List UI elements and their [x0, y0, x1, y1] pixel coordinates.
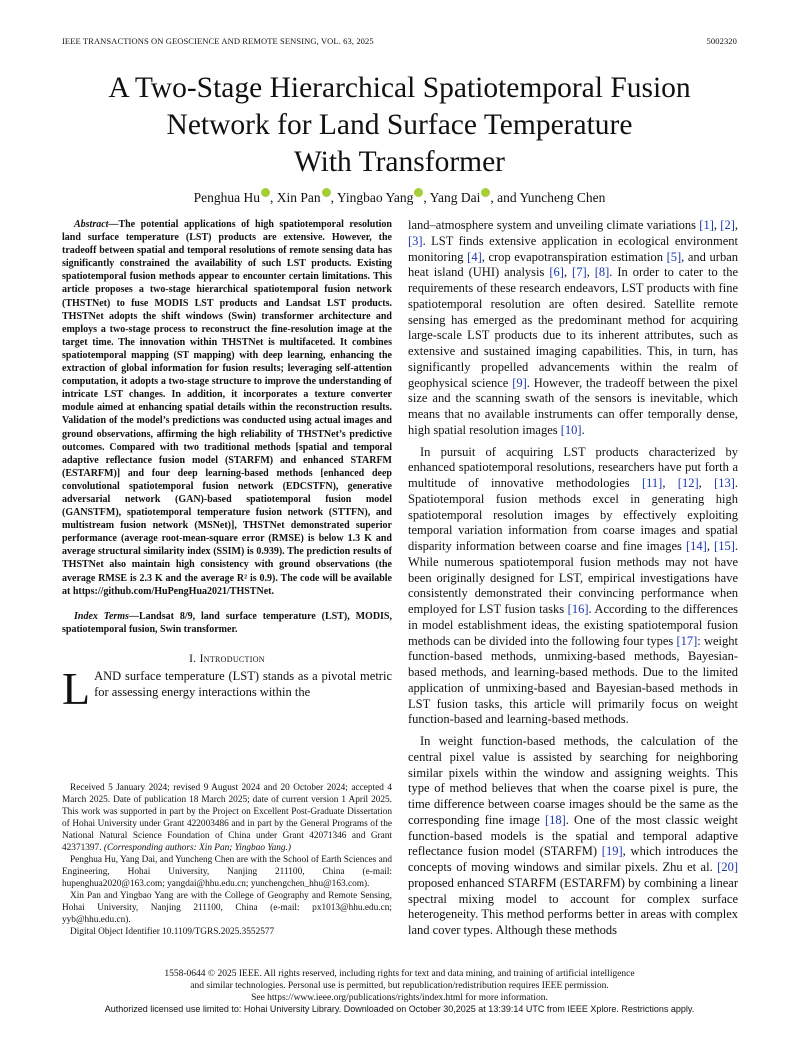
body-text: . According to the differences in model establishment ideas, the existing spatiotemporal fusion methods can be divided into the following four types — [408, 602, 738, 648]
author-name: Xin Pan — [276, 190, 321, 205]
drop-cap: L — [62, 662, 91, 714]
author-list — [40, 188, 759, 207]
author-name: Penghua Hu — [193, 190, 260, 205]
author-name: Yang Dai — [429, 190, 481, 205]
author-separator: , — [330, 190, 337, 205]
citation-link[interactable]: [5] — [666, 249, 682, 264]
body-text: . Spatiotemporal fusion methods excel in generating high spatiotemporal resolution images by effectively exploiting temporal variation information from coarse images and spatial disparity information between coarse and fine images — [408, 476, 739, 553]
author-name: Yingbao Yang — [336, 190, 414, 205]
corresponding-authors: (Corresponding authors: Xin Pan; Yingbao Yang.) — [103, 843, 291, 853]
copyright-notice — [40, 968, 759, 1004]
notice-line: 1558-0644 © 2025 IEEE. All rights reserved, including rights for text and data mining, and training of artificial intelligence — [164, 969, 635, 979]
citation-link[interactable]: [16] — [567, 602, 589, 616]
title-line: A Two-Stage Hierarchical Spatiotemporal Fusion — [108, 72, 691, 104]
body-text: . LST finds extensive application in ecological environment monitoring — [408, 233, 738, 264]
body-text: In pursuit of acquiring LST products characterized by enhanced spatiotemporal resolutions, researchers have put forth a multitude of innovative methodologies — [408, 444, 738, 490]
citation-link[interactable]: [12] — [677, 476, 699, 490]
journal-name: IEEE TRANSACTIONS ON GEOSCIENCE AND REMOTE SENSING, VOL. 63, 2025 — [62, 36, 374, 46]
orcid-icon[interactable] — [261, 188, 270, 197]
footnote: Xin Pan and Yingbao Yang are with the College of Geography and Remote Sensing, Hohai University, Nanjing 211100, China (e-mail: px1013@hhu.edu.cn; yyb@hhu.edu.cn). — [62, 891, 392, 925]
right-column — [408, 218, 738, 945]
citation-link[interactable]: [20] — [717, 860, 738, 874]
author-separator: , — [423, 190, 430, 205]
author-separator: , — [269, 190, 277, 205]
citation-link[interactable]: [9] — [512, 375, 527, 390]
intro-text: surface temperature (LST) stands as a pivotal metric for assessing energy interactions within the — [94, 668, 392, 699]
intro-paragraph — [62, 662, 392, 714]
body-text: , — [706, 539, 715, 553]
citation-link[interactable]: [8] — [594, 265, 610, 280]
body-text: , crop evapotranspiration estimation — [481, 249, 667, 264]
citation-link[interactable]: [1] — [699, 218, 714, 232]
footnote: Digital Object Identifier 10.1109/TGRS.2025.3552577 — [70, 927, 275, 937]
abstract-label: Abstract— — [74, 219, 119, 230]
authorized-use-notice: Authorized licensed use limited to: Hohai University Library. Downloaded on October 30,2025 at 13:39:14 UTC from IEEE Xplore. Restrictions apply. — [104, 1004, 695, 1014]
citation-link[interactable]: [18] — [544, 812, 566, 827]
title-line: Network for Land Surface Temperature — [166, 109, 633, 141]
notice-line: and similar technologies. Personal use is permitted, but republication/redistribution requires IEEE permission. — [190, 981, 609, 991]
body-paragraph — [408, 445, 738, 729]
body-text: , — [713, 218, 721, 232]
lead-caps: AND — [94, 668, 122, 683]
body-text: , — [563, 265, 573, 280]
citation-link[interactable]: [13] — [714, 476, 735, 490]
index-terms-label: Index Terms— — [74, 610, 139, 622]
title-line: With Transformer — [293, 146, 506, 178]
body-text: . — [581, 422, 585, 437]
index-terms-text: Landsat 8/9, land surface temperature (LST), MODIS, spatiotemporal fusion, Swin transformer. — [62, 610, 392, 635]
footnote: Received 5 January 2024; revised 9 August 2024 and 20 October 2024; accepted 4 March 2025. Date of publication 18 March 2025; date of current version 1 April 2025. This work was supported in part by the Project on Excellent Post-Graduate Dissertation of Hohai University under Grant 422003486 and in part by the General Programs of the National Natural Science Foundation of China under Grant 42071346 and Grant 42371397. (Corresponding authors: Xin Pan; Yingbao Yang.) — [62, 783, 392, 853]
author-name: Yuncheng Chen — [519, 190, 606, 205]
index-terms — [62, 610, 392, 636]
citation-link[interactable]: [2] — [720, 218, 735, 232]
body-text: , — [734, 218, 738, 232]
body-text: , and urban heat island (UHI) analysis — [408, 249, 738, 280]
body-paragraph — [408, 218, 738, 439]
citation-link[interactable]: [19] — [601, 844, 623, 859]
paper-title — [40, 70, 759, 181]
orcid-icon[interactable] — [322, 188, 331, 197]
citation-link[interactable]: [6] — [549, 265, 564, 280]
body-text: . While numerous spatiotemporal fusion methods may not have been originally designed for LST, empirical investigations have consistently demonstrated their convincing performance when employed for LST fusion tasks — [408, 539, 738, 616]
citation-link[interactable]: [4] — [467, 249, 482, 264]
body-text: proposed enhanced STARFM (ESTARFM) by combining a linear spectral mixing model to account for complex surface heterogeneity. This method performs better in areas with complex land cover types. Although these methods — [408, 875, 738, 937]
abstract-text: The potential applications of high spatiotemporal resolution land surface temperature (LST) products are extensive. However, the tradeoff between spatial and temporal resolutions of remote sensing data has significantly constrained the availability of such LST products. Existing spatiotemporal fusion methods appear to encounter certain limitations. This article proposes a two-stage hierarchical spatiotemporal fusion network (THSTNet) to fuse MODIS LST products and Landsat LST products. THSTNet adopts the shift windows (Swin) transformer architecture and employs a two-stage process to reconstruct the fine-resolution image at the target time. The innovation within THSTNet is multifaceted. It combines spatiotemporal mapping (ST mapping) with deep learning, enhancing the extraction of global information for fusion results; leveraging self-attention computation, it adopts a two-stage structure to improve the understanding of intricate LST changes. In addition, it incorporates a texture converter module aimed at enhancing spatial details within the reconstruction results. Validation of the model’s predictions was conducted using actual images and ground observations, affirming the high reliability of THSTNet’s predictive outcomes. Compared with two traditional methods [spatial and temporal adaptive reflectance fusion model (STARFM) and enhanced STARFM (ESTARFM)] and four deep learning-based methods [enhanced deep convolutional spatiotemporal fusion network (EDCSTFN), generative adversarial network (GAN)-based spatiotemporal fusion model (GANSTFM), spatiotemporal temperature fusion network (STTFN), and multistream fusion network (MSNet)], THSTNet demonstrated superior performance (average root-mean-square error (RMSE) is below 1.3 K and average structural similarity index (SSIM) is 0.939). The prediction results of THSTNet also maintain high consistency with ground observations (the average RMSE is 2.3 K and the average R² is 0.9). The code will be available at https://github.com/HuPengHua2021/THSTNet. — [62, 219, 392, 597]
body-text: , — [698, 476, 715, 490]
body-text: land–atmosphere system and unveiling climate variations — [408, 218, 700, 232]
citation-link[interactable]: [11] — [641, 476, 663, 490]
abstract — [62, 218, 392, 598]
footnote: Penghua Hu, Yang Dai, and Yuncheng Chen are with the School of Earth Sciences and Engineering, Hohai University, Nanjing 211100, China (e-mail: hupenghua2020@163.com; yangdai@hhu.edu.cn; yunchengchen_hhu@163.com). — [62, 855, 392, 889]
notice-line: See https://www.ieee.org/publications/rights/index.html for more information. — [251, 993, 548, 1003]
body-text: . However, the tradeoff between the pixel size and the scanning swath of the sensors is inevitable, which means that no available instruments can offer temporally dense, high spatial resolution images — [408, 375, 738, 437]
citation-link[interactable]: [10] — [560, 422, 582, 437]
citation-link[interactable]: [3] — [408, 233, 423, 248]
article-number: 5002320 — [706, 36, 737, 46]
body-text: : weight function-based methods, unmixing-based methods, Bayesian-based methods, and learning-based methods. Due to the limited application of unmixing-based and Bayesian-based methods in LST fusion tasks, this article will primarily focus on weight function-based and learning-based methods. — [408, 633, 738, 727]
citation-link[interactable]: [14] — [685, 539, 707, 553]
body-text: In weight function-based methods, the calculation of the central pixel value is assisted by searching for neighboring similar pixels within the window and assigning weights. This type of method believes that when the coarse pixel is pure, the time difference between coarse images should be the same as the corresponding fine image — [408, 734, 738, 827]
body-text: , which introduces the concepts of moving windows and similar pixels. Zhu et al. — [408, 844, 738, 874]
citation-link[interactable]: [17] — [676, 633, 698, 648]
body-paragraph — [408, 734, 738, 939]
running-header — [62, 36, 737, 48]
section-number: I. — [189, 652, 197, 665]
section-title: Introduction — [199, 652, 265, 665]
citation-link[interactable]: [15] — [714, 539, 735, 553]
body-text: . In order to cater to the requirements of these research endeavors, LST products with fine spatiotemporal resolution are often desired. Satellite remote sensing has emerged as the predominant method for acquiring large-scale LST products due to its inherent attributes, such as extensive and sustained imaging capabilities. This, in turn, has significantly propelled advancements within the realm of geophysical science — [408, 265, 738, 390]
body-text: . One of the most classic weight function-based models is the spatial and temporal adaptive reflectance fusion model (STARFM) — [408, 812, 738, 859]
author-separator: , and — [490, 190, 520, 205]
footnotes — [62, 782, 392, 938]
body-text: , — [662, 476, 678, 490]
left-column — [62, 218, 392, 714]
body-text: , — [586, 265, 595, 280]
citation-link[interactable]: [7] — [572, 265, 587, 280]
section-heading — [62, 653, 392, 665]
